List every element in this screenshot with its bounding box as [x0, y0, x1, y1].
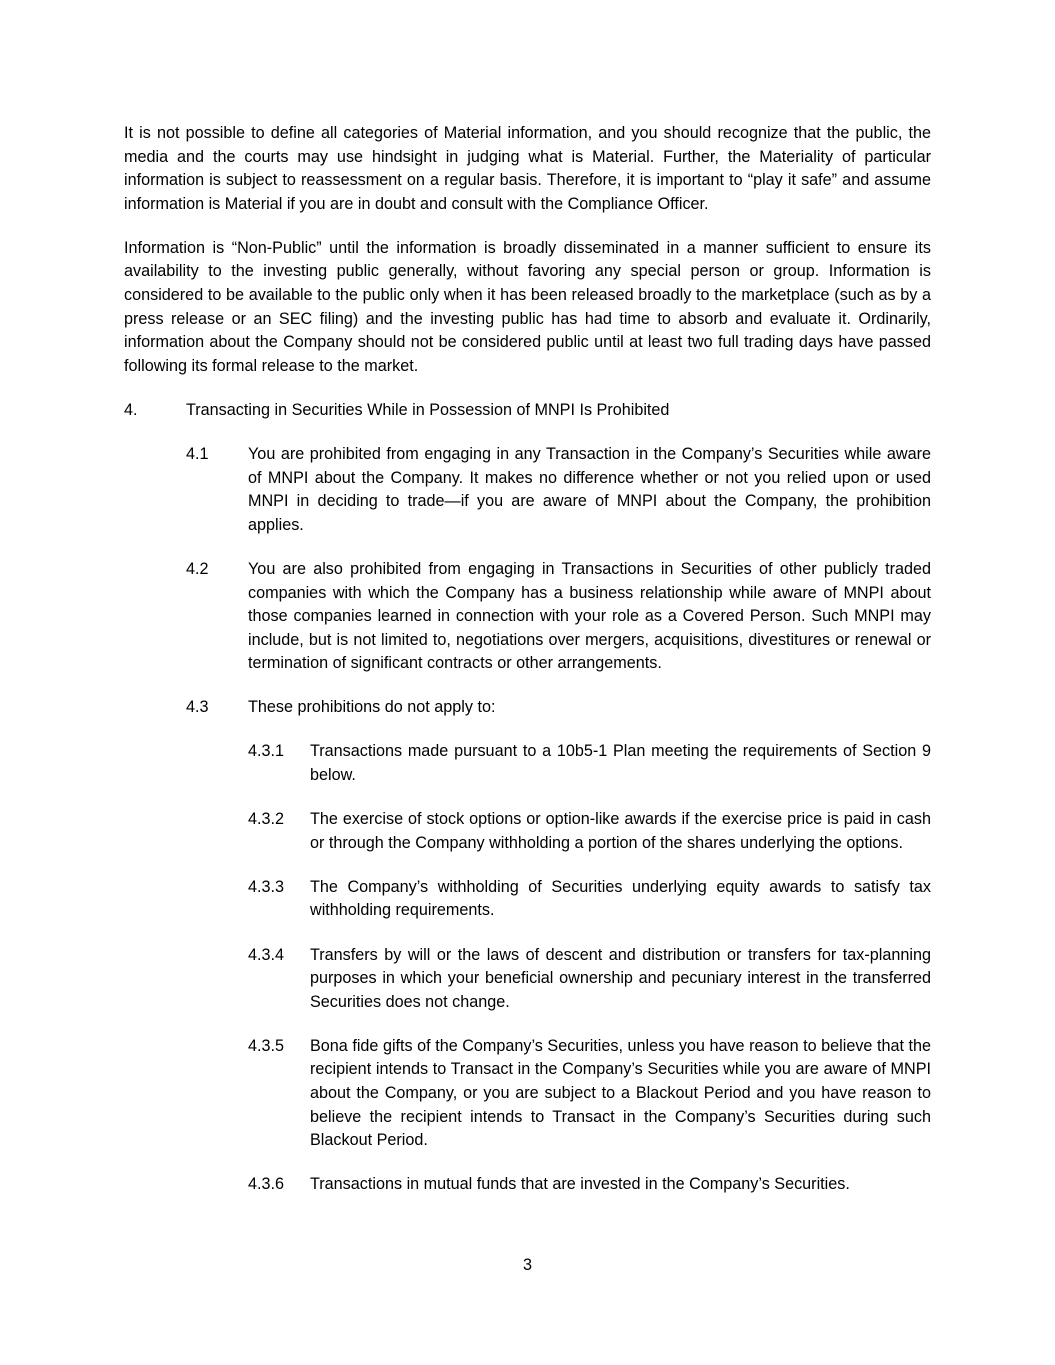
list-item	[186, 443, 931, 537]
sub-list-item	[248, 808, 931, 855]
section-title: Transacting in Securities While in Possession of MNPI Is Prohibited	[186, 400, 670, 419]
item-text: You are also prohibited from engaging in Transactions in Securities of other publicly traded companies with which the Company has a business relationship while aware of MNPI about those companies learned in connection with your role as a Covered Person. Such MNPI may include, but is not limited to, negotiations over mergers, acquisitions, divestitures or renewal or termination of significant contracts or other arrangements.	[248, 559, 931, 673]
subitem-number: 4.3.3	[248, 877, 285, 896]
paragraph-non-public: Information is “Non-Public” until the information is broadly disseminated in a manner sufficient to ensure its availability to the investing public generally, without favoring any special person or group. Information is considered to be available to the public only when it has been released broadly to the marketplace (such as by a press release or an SEC filing) and the investing public has had time to absorb and evaluate it. Ordinarily, information about the Company should not be considered public until at least two full trading days have passed following its formal release to the market.	[124, 238, 931, 375]
list-item	[186, 696, 931, 720]
item-text: You are prohibited from engaging in any Transaction in the Company’s Securities while aware of MNPI about the Company. It makes no difference whether or not you relied upon or used MNPI in deciding to trade—if you are aware of MNPI about the Company, the prohibition applies.	[248, 445, 931, 534]
sub-list-item	[248, 1173, 931, 1197]
sub-list-item	[248, 1035, 931, 1153]
subitem-number: 4.3.1	[248, 742, 285, 761]
subitem-text: The Company’s withholding of Securities underlying equity awards to satisfy tax withholding requirements.	[310, 877, 931, 920]
subitem-text: The exercise of stock options or option-like awards if the exercise price is paid in cash or through the Company withholding a portion of the shares underlying the options.	[310, 810, 931, 852]
section-heading	[124, 399, 931, 423]
subitem-text: Transactions made pursuant to a 10b5-1 Plan meeting the requirements of Section 9 below.	[310, 742, 931, 785]
paragraph-materiality: It is not possible to define all categories of Material information, and you should recognize that the public, the media and the courts may use hindsight in judging what is Material. Further, the Materiality of particular information is subject to reassessment on a regular basis. Therefore, it is important to “play it safe” and assume information is Material if you are in doubt and consult with the Compliance Officer.	[124, 124, 931, 213]
list-item	[186, 558, 931, 676]
document-page	[124, 122, 931, 1217]
sub-list-item	[248, 876, 931, 923]
sub-list-item	[248, 740, 931, 787]
item-text: These prohibitions do not apply to:	[248, 698, 496, 717]
item-number: 4.3	[186, 698, 209, 717]
subitem-number: 4.3.5	[248, 1036, 285, 1055]
item-number: 4.1	[186, 445, 209, 464]
subitem-text: Transactions in mutual funds that are invested in the Company’s Securities.	[310, 1175, 850, 1194]
subitem-number: 4.3.2	[248, 810, 285, 829]
item-number: 4.2	[186, 559, 209, 578]
sub-list-item	[248, 944, 931, 1015]
page-number: 3	[522, 1256, 532, 1274]
subitem-number: 4.3.6	[248, 1175, 285, 1194]
subitem-number: 4.3.4	[248, 945, 285, 964]
section-number: 4.	[124, 400, 138, 419]
subitem-text: Transfers by will or the laws of descent and distribution or transfers for tax-planning purposes in which your beneficial ownership and pecuniary interest in the transferred Securities does not change.	[310, 945, 931, 1011]
subitem-text: Bona fide gifts of the Company’s Securities, unless you have reason to believe that the recipient intends to Transact in the Company’s Securities while you are aware of MNPI about the Company, or you are subject to a Blackout Period and you have reason to believe the recipient intends to Transact in the Company’s Securities during such Blackout Period.	[310, 1036, 931, 1150]
